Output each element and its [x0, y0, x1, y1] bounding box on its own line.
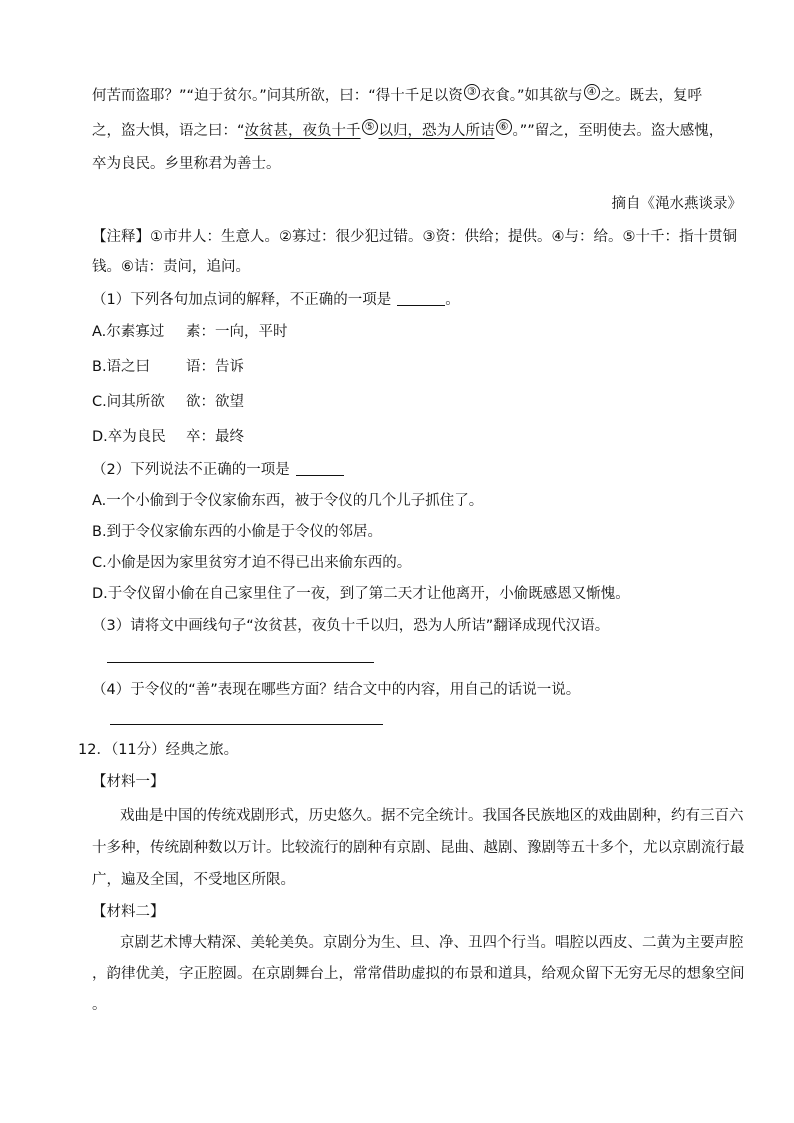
material-1-line-2: 十多种，传统剧种数以万计。比较流行的剧种有京剧、昆曲、越剧、豫剧等五十多个，尤以京剧流行最: [92, 840, 745, 856]
answer-line[interactable]: [107, 662, 374, 663]
question-1-stem: （1）下列各句加点词的解释，不正确的一项是 。: [92, 292, 460, 308]
passage-text: ”留之，至明使去。盗大感愧，: [527, 123, 724, 139]
passage-text: 何苦而盗耶？”“迫于贫尔。”问其所欲，曰：“得十千足以资: [92, 88, 463, 104]
question-1-option-c[interactable]: C.问其所欲 欲：欲望: [92, 394, 244, 410]
material-1-label: 【材料一】: [92, 774, 165, 790]
material-2-line-3: 。: [92, 997, 107, 1013]
answer-line[interactable]: [110, 724, 383, 725]
underlined-sentence: 汝贫甚，夜负十千: [244, 123, 361, 139]
question-2-option-c[interactable]: C.小偷是因为家里贫穷才迫不得已出来偷东西的。: [92, 555, 412, 571]
material-1-line-3: 广，遍及全国，不受地区所限。: [92, 872, 295, 888]
note-marker: ④: [584, 84, 600, 100]
answer-blank[interactable]: [397, 291, 445, 306]
passage-text: 。”: [512, 123, 528, 139]
question-2-stem: （2）下列说法不正确的一项是: [92, 460, 344, 480]
question-2-option-a[interactable]: A.一个小偷到于令仪家偷东西，被于令仪的几个儿子抓住了。: [92, 493, 484, 509]
passage-source: 摘自《渑水燕谈录》: [611, 196, 742, 212]
passage-line-3: 卒为良民。乡里称君为善士。: [92, 156, 281, 172]
passage-text: 衣食。”如其欲与: [480, 88, 583, 104]
question-4-stem: （4）于令仪的“善”表现在哪些方面？结合文中的内容，用自己的话说一说。: [92, 682, 581, 698]
underlined-sentence: 以归，恐为人所诘: [378, 123, 495, 139]
passage-line-2: [92, 119, 723, 141]
material-2-line-1: 京剧艺术博大精深、美轮美奂。京剧分为生、旦、净、丑四个行当。唱腔以西皮、二黄为主要声腔: [120, 935, 744, 951]
question-12-title: 12．（11分）经典之旅。: [78, 742, 239, 758]
question-1-option-a[interactable]: A.尔素寡过 素：一向，平时: [92, 324, 288, 340]
note-marker: ③: [464, 84, 480, 100]
notes-line-2: 钱。⑥诘：责问，追问。: [92, 259, 250, 275]
material-1-line-1: 戏曲是中国的传统戏剧形式，历史悠久。据不完全统计。我国各民族地区的戏曲剧种，约有三百六: [120, 808, 744, 824]
passage-text: 之，盗大惧，语之曰：“: [92, 123, 245, 139]
note-marker: ⑤: [362, 119, 378, 135]
material-2-label: 【材料二】: [92, 904, 165, 920]
question-3-stem: （3）请将文中画线句子“汝贫甚，夜负十千以归，恐为人所诘”翻译成现代汉语。: [92, 618, 610, 634]
passage-line-1: [92, 84, 702, 106]
question-1-option-b[interactable]: B.语之曰 语：告诉: [92, 359, 244, 375]
notes-line-1: 【注释】①市井人：生意人。②寡过：很少犯过错。③资：供给；提供。④与：给。⑤十千：指十贯铜: [92, 229, 737, 245]
question-1-option-d[interactable]: D.卒为良民 卒：最终: [92, 429, 244, 445]
note-marker: ⑥: [496, 119, 512, 135]
answer-blank[interactable]: [296, 461, 344, 476]
material-2-line-2: ，韵律优美，字正腔圆。在京剧舞台上，常常借助虚拟的布景和道具，给观众留下无穷无尽的想象空间: [92, 966, 745, 982]
passage-text: 之。既去，复呼: [600, 88, 703, 104]
question-2-option-b[interactable]: B.到于令仪家偷东西的小偷是于令仪的邻居。: [92, 524, 383, 540]
question-2-option-d[interactable]: D.于令仪留小偷在自己家里住了一夜，到了第二天才让他离开，小偷既感恩又惭愧。: [92, 586, 630, 602]
